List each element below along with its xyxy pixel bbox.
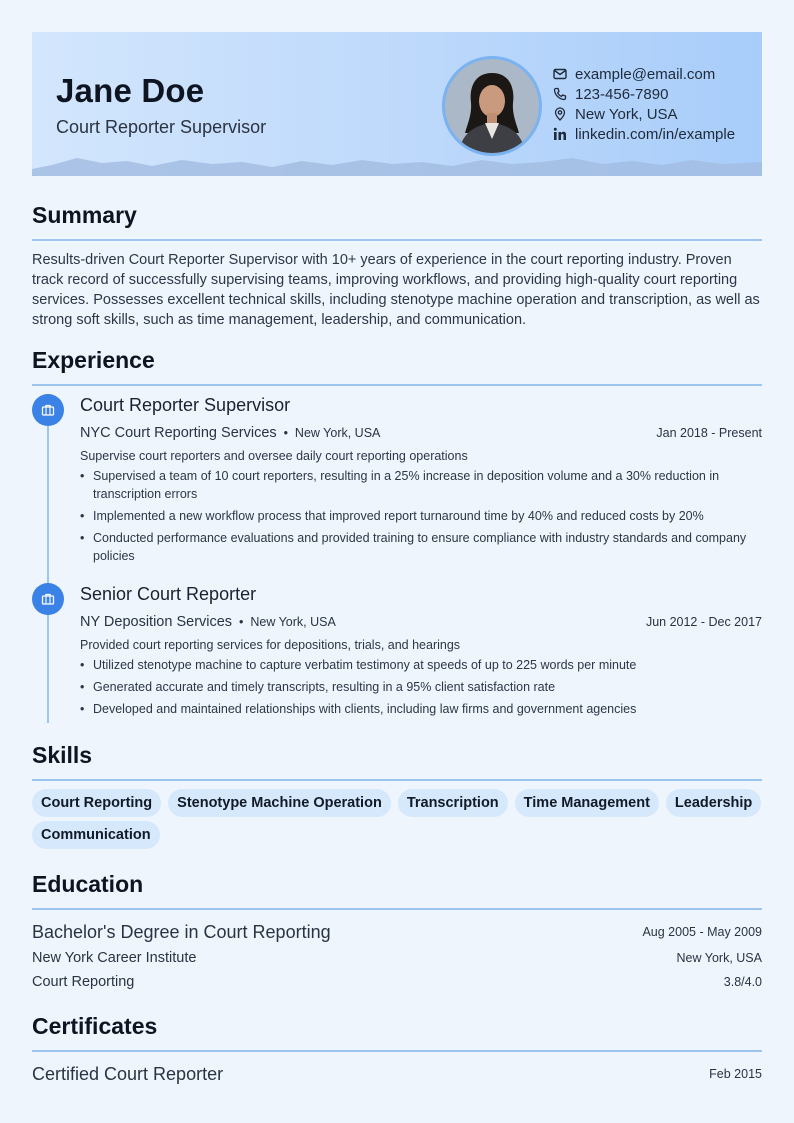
summary-divider [32, 239, 762, 241]
skill-chip: Communication [32, 821, 160, 849]
job-title: Senior Court Reporter [80, 584, 257, 604]
education-school: New York Career Institute [32, 950, 197, 966]
job-location: New York, USA [250, 615, 336, 629]
education-field: Court Reporting [32, 974, 135, 990]
job-bullet: • Generated accurate and timely transcripts, resulting in a 95% client satisfaction rate [80, 678, 762, 696]
contact-phone-text: 123-456-7890 [575, 85, 669, 103]
phone-icon [552, 86, 568, 102]
briefcase-icon [41, 403, 55, 417]
skill-chip: Transcription [398, 789, 508, 817]
job-bullet: • Utilized stenotype machine to capture verbatim testimony at speeds of up to 225 words per minute [80, 656, 762, 674]
education-dates: Aug 2005 - May 2009 [642, 925, 762, 939]
job-meta [80, 421, 762, 445]
certificate-row [32, 1061, 762, 1087]
job-bullets [80, 467, 762, 565]
contact-location [552, 104, 735, 124]
meta-separator: • [276, 426, 295, 440]
meta-separator: • [232, 615, 251, 629]
job-dates: Jan 2018 - Present [656, 426, 762, 440]
job-marker [32, 394, 64, 426]
skills-divider [32, 779, 762, 781]
contact-phone[interactable] [552, 84, 735, 104]
linkedin-icon [552, 126, 568, 142]
contact-linkedin-text: linkedin.com/in/example [575, 125, 736, 143]
education-location: New York, USA [676, 951, 762, 965]
experience-divider [32, 384, 762, 386]
job-bullet: • Supervised a team of 10 court reporters, resulting in a 25% increase in deposition volume and a 30% reduction in transcription errors [80, 467, 762, 503]
education-degree: Bachelor's Degree in Court Reporting [32, 921, 331, 942]
resume-header [32, 32, 762, 176]
profile-photo [442, 56, 542, 156]
certificates-heading: Certificates [32, 1013, 158, 1039]
skills-heading: Skills [32, 742, 93, 768]
header-wave-decoration [32, 156, 762, 176]
skill-chip: Time Management [515, 789, 659, 817]
job-dates: Jun 2012 - Dec 2017 [645, 615, 762, 629]
job-description: Provided court reporting services for depositions, trials, and hearings [80, 638, 461, 652]
certificate-date: Feb 2015 [709, 1067, 762, 1081]
job-title: Court Reporter Supervisor [80, 395, 291, 415]
skills-list [32, 789, 772, 853]
candidate-name: Jane Doe [56, 72, 205, 109]
candidate-role: Court Reporter Supervisor [56, 117, 267, 137]
contact-list [552, 64, 735, 144]
experience-timeline [47, 396, 49, 723]
skill-chip: Leadership [666, 789, 761, 817]
skill-chip: Stenotype Machine Operation [168, 789, 391, 817]
skill-chip: Court Reporting [32, 789, 161, 817]
contact-email-text: example@email.com [575, 65, 716, 83]
experience-entry [80, 395, 762, 569]
job-company: NYC Court Reporting Services [80, 425, 277, 441]
experience-entry [80, 584, 762, 722]
map-pin-icon [552, 106, 568, 122]
job-bullet: • Implemented a new workflow process that improved report turnaround time by 40% and reduced costs by 20% [80, 507, 762, 525]
briefcase-icon [41, 592, 55, 606]
summary-heading: Summary [32, 202, 137, 228]
certificate-name: Certified Court Reporter [32, 1063, 224, 1084]
job-meta [80, 610, 762, 634]
education-field-row [32, 971, 762, 993]
education-heading: Education [32, 871, 144, 897]
job-location: New York, USA [294, 426, 381, 440]
summary-text: Results-driven Court Reporter Supervisor with 10+ years of experience in the court reporting industry. Proven track record of successfully supervising teams, improving workflows, and providing high-quality court reporting services. Possesses excellent technical skills, including stenotype machine operation and transcription, as well as strong soft skills, such as time management, leadership, and communication. [32, 252, 760, 328]
job-company: NY Deposition Services [80, 614, 233, 630]
job-marker [32, 583, 64, 615]
education-divider [32, 908, 762, 910]
job-bullets [80, 656, 762, 718]
certificates-divider [32, 1050, 762, 1052]
job-bullet: • Conducted performance evaluations and provided training to ensure compliance with industry standards and company policies [80, 529, 762, 565]
contact-location-text: New York, USA [575, 105, 678, 123]
contact-email[interactable] [552, 64, 735, 84]
job-description: Supervise court reporters and oversee daily court reporting operations [80, 449, 468, 463]
experience-heading: Experience [32, 347, 155, 373]
job-bullet: • Developed and maintained relationships with clients, including law firms and government agencies [80, 700, 762, 718]
mail-icon [552, 66, 568, 82]
education-degree-row [32, 919, 762, 945]
education-school-row [32, 947, 762, 969]
contact-linkedin[interactable] [552, 124, 735, 144]
education-gpa: 3.8/4.0 [723, 975, 762, 989]
